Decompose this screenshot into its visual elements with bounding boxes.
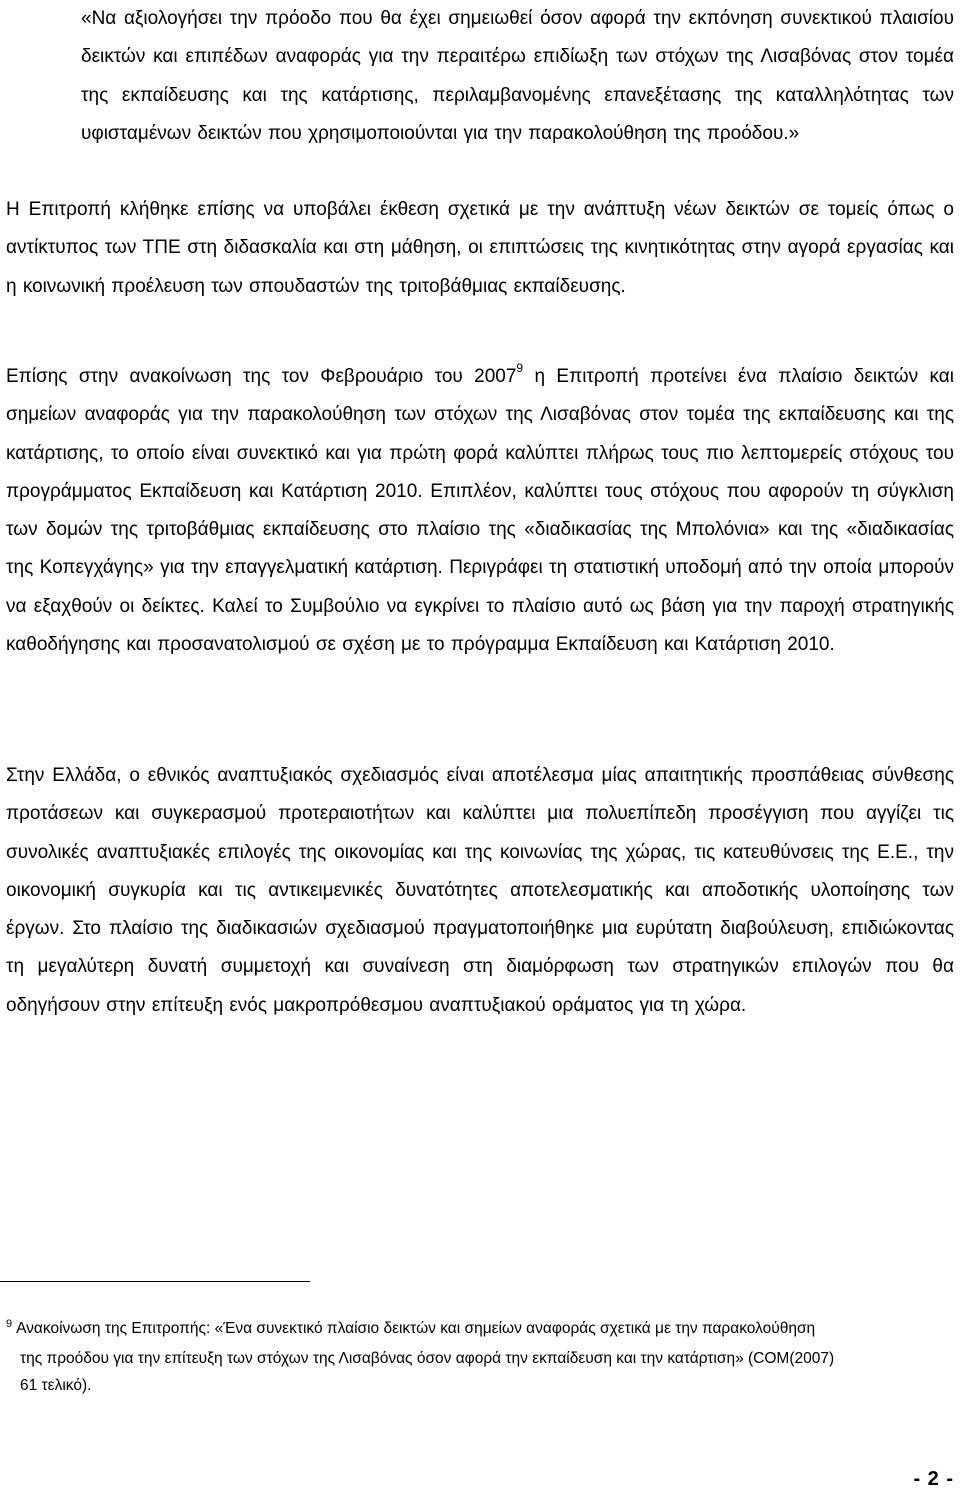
paragraph-new-indicators: Η Επιτροπή κλήθηκε επίσης να υποβάλει έκθεση σχετικά με την ανάπτυξη νέων δεικτών σε τομείς όπως ο αντίκτυπος των ΤΠΕ στη διδασκαλία και στη μάθηση, οι επιπτώσεις της κινητικότητας στην αγορά εργασίας και η κοινωνική προέλευση των σπουδαστών της τριτοβάθμιας εκπαίδευσης. — [6, 199, 954, 297]
footnote-text-1: Ανακοίνωση της Επιτροπής: «Ένα συνεκτικό πλαίσιο δεικτών και σημείων αναφοράς σχετικά με την παρακολούθηση — [16, 1320, 816, 1337]
paragraph-2-text-end: η Επιτροπή προτείνει ένα πλαίσιο δεικτών και σημείων αναφοράς για την παρακολούθηση των στόχων της Λισαβόνας στον τομέα της εκπαίδευσης και της κατάρτισης, το οποίο είναι συνεκτικό και για πρώτη φορά καλύπτει πλήρως τους πιο λεπτομερείς στόχους του προγράμματος Εκπαίδευση και Κατάρτιση 2010. Επιπλέον, καλύπτει τους στόχους που αφορούν τη σύγκλιση των δομών της τριτοβάθμιας εκπαίδευσης στο πλαίσιο της «διαδικασίας της Μπολόνια» και της «διαδικασίας της Κοπεγχάγης» για την επαγγελματική κατάρτιση. Περιγράφει τη στατιστική υποδομή από την οποία μπορούν να εξαχθούν οι δείκτες. Καλεί το Συμβούλιο να εγκρίνει το πλαίσιο αυτό ως βάση για την παροχή στρατηγικής καθοδήγησης και προσανατολισμού σε σχέση με το πρόγραμμα Εκπαίδευση και Κατάρτιση 2010. — [6, 366, 954, 656]
footnote-line-1 — [6, 1315, 946, 1345]
footnote — [6, 1315, 946, 1400]
footnote-reference[interactable]: 9 — [516, 360, 524, 375]
footnote-line-3: 61 τελικό). — [20, 1377, 92, 1394]
footnote-line-2: της προόδου για την επίτευξη των στόχων της Λισαβόνας όσον αφορά την εκπαίδευση και την κατάρτιση» (COM(2007) — [20, 1349, 835, 1367]
paragraph-greece-planning: Στην Ελλάδα, ο εθνικός αναπτυξιακός σχεδιασμός είναι αποτέλεσμα μίας απαιτητικής προσπάθειας σύνθεσης προτάσεων και συγκερασμού προτεραιοτήτων και καλύπτει μια πολυεπίπεδη προσέγγιση που αγγίζει τις συνολικές αναπτυξιακές επιλογές της οικονομίας και της κοινωνίας της χώρας, τις κατευθύνσεις της Ε.Ε., την οικονομική συγκυρία και τις αντικειμενικές δυνατότητες αποτελεσματικής και αποδοτικής υλοποίησης των έργων. Στο πλαίσιο της διαδικασιών σχεδιασμού πραγματοποιήθηκε μια ευρύτατη διαβούλευση, επιδιώκοντας τη μεγαλύτερη δυνατή συμμετοχή και συναίνεση στη διαμόρφωση των στρατηγικών επιλογών που θα οδηγήσουν στην επίτευξη ενός μακροπρόθεσμου αναπτυξιακού οράματος για τη χώρα. — [6, 765, 954, 1016]
footnote-number: 9 — [6, 1318, 13, 1330]
footnote-separator — [0, 1281, 310, 1282]
quote-paragraph: «Να αξιολογήσει την πρόοδο που θα έχει σημειωθεί όσον αφορά την εκπόνηση συνεκτικού πλαισίου δεικτών και επιπέδων αναφοράς για την περαιτέρω επιδίωξη των στόχων της Λισαβόνας στον τομέα της εκπαίδευσης και της κατάρτισης, περιλαμβανομένης επανεξέτασης της καταλληλότητας των υφισταμένων δεικτών που χρησιμοποιούνται για την παρακολούθηση της προόδου.» — [81, 8, 954, 144]
page-number: - 2 - — [913, 1468, 954, 1490]
paragraph-commission-communication — [6, 358, 954, 664]
paragraph-2-text-start: Επίσης στην ανακοίνωση της τον Φεβρουάριο του 2007 — [6, 366, 517, 387]
